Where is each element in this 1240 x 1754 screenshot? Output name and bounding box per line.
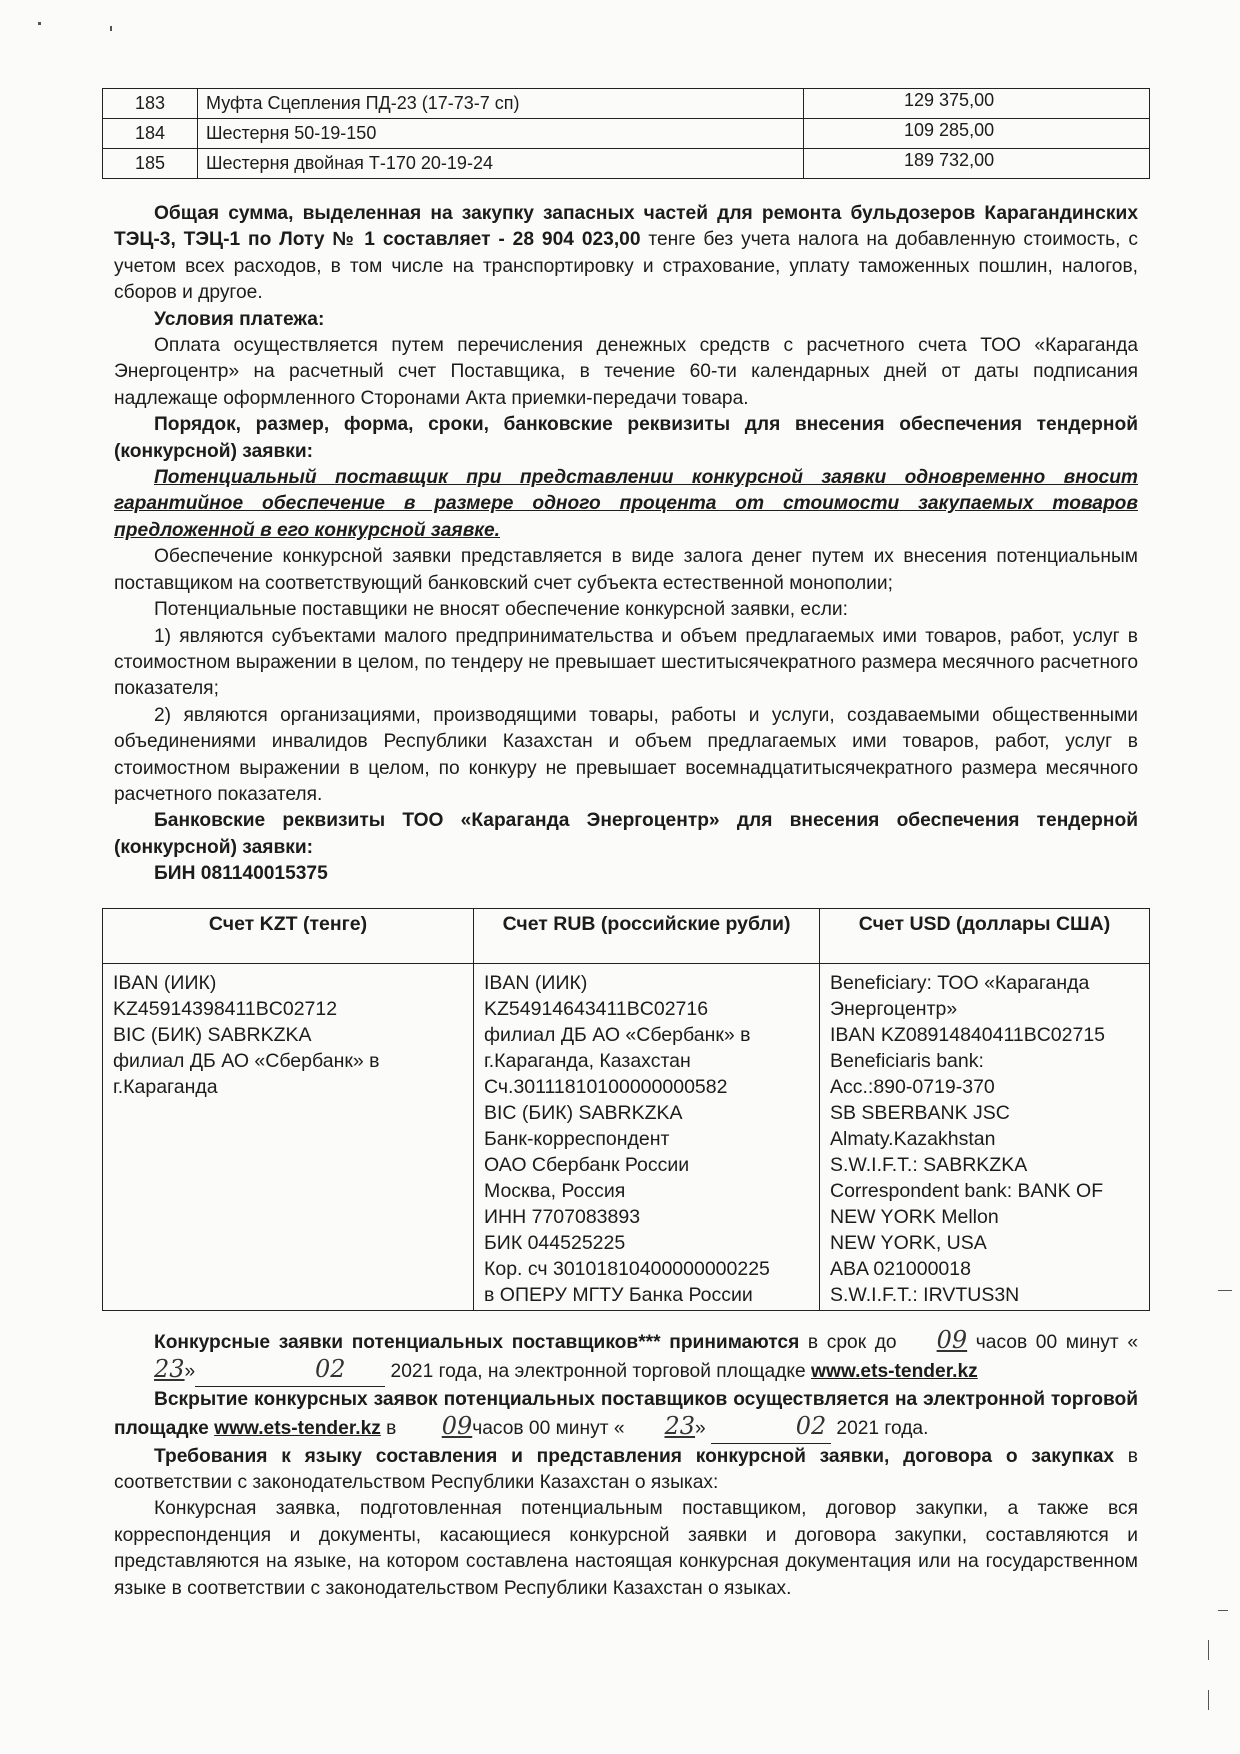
table-row [103,89,1150,119]
opening-month-field [711,1413,831,1443]
table-row [103,964,1150,1311]
opening-day-handwritten: 23 [664,1412,696,1441]
deadline-site-link[interactable]: www.ets-tender.kz [811,1361,978,1383]
usd-line: SB SBERBANK JSC [830,1102,1010,1124]
bin-number: БИН 081140015375 [154,863,328,885]
rub-line: Кор. сч 30101810400000000225 [484,1258,770,1280]
usd-line: Beneficiary: ТОО «Караганда [830,972,1090,994]
security-emphasis: Потенциальный поставщик при представлении конкурсной заявки одновременно вносит гарантийное обеспечение в размере одного процента от стоимости закупаемых товаров предложенной в его конкурсной заявке. [114,467,1138,541]
opening-month-handwritten: 02 [795,1412,827,1441]
item-price: 189 732,00 [804,149,1150,179]
deadline-day-handwritten: 23 [154,1355,185,1384]
usd-line: Beneficiaris bank: [830,1050,984,1072]
language-text: Конкурсная заявка, подготовленная потенциальным поставщиком, договор закупки, а также вся корреспонденция и документы, касающиеся конкурсной заявки и договора закупки, составляются и представляются на языке, на котором составлена настоящая конкурсная документация или на государственном языке в соответствии с законодательством Республики Казахстан о языках. [114,1498,1138,1599]
item-name: Шестерня двойная Т-170 20-19-24 [198,149,804,179]
rub-line: филиал ДБ АО «Сбербанк» в [484,1024,751,1046]
deadline-text: часов 00 минут « [967,1332,1138,1353]
items-table [102,88,1150,179]
language-rest: в соответствии с законодательством Республики Казахстан о языках: [114,1445,1138,1494]
language-paragraph [114,1444,1138,1497]
usd-details [820,964,1150,1311]
table-row [103,119,1150,149]
deadline-bold-2: принимаются [660,1332,800,1353]
deadline-paragraph [114,1327,1138,1387]
kzt-details [103,964,474,1311]
item-name: Муфта Сцепления ПД-23 (17-73-7 сп) [198,89,804,119]
opening-text: 2021 года. [831,1418,929,1440]
security-paragraph: 2) являются организациями, производящими товары, работы и услуги, создаваемыми общественными объединениями инвалидов Республики Казахстан и объем предлагаемых ими товаров, работ, услуг в стоимостном выражении в целом, по конкуру не превышает восемнадцатитысячекратного размера месячного расчетного показателя. [114,704,1138,805]
table-row [103,149,1150,179]
deadline-bold: Конкурсные заявки потенциальных поставщиков*** [154,1332,661,1353]
kzt-line: KZ45914398411BC02712 [113,998,338,1020]
usd-line: NEW YORK, USA [830,1232,987,1254]
scan-mark [38,22,41,25]
rub-line: KZ54914643411BC02716 [484,998,709,1020]
rub-line: г.Караганда, Казахстан [484,1050,691,1072]
usd-line: S.W.I.F.T.: SABRKZKA [830,1154,1028,1176]
column-header-kzt: Счет KZT (тенге) [103,909,474,964]
table-header-row [103,909,1150,964]
kzt-line: BIC (БИК) SABRKZKA [113,1024,312,1046]
security-paragraph: 1) являются субъектами малого предпринимательства и объем предлагаемых ими товаров, работ, услуг в стоимостном выражении в целом, по тендеру не превышает шеститысячекратного размера месячного расчетного показателя; [114,625,1138,700]
column-header-usd: Счет USD (доллары США) [820,909,1150,964]
total-rest-text: тенге без учета налога на добавленную стоимость, с учетом всех расходов, в том числе на транспортировку и страхование, уплату таможенных пошлин, налогов, сборов и другое. [114,229,1138,304]
deadline-text: 2021 года, на электронной торговой площадке [385,1361,812,1383]
usd-line: Энергоцентр» [830,998,958,1020]
scan-mark [1208,1640,1209,1660]
opening-bold: Вскрытие конкурсных заявок потенциальных поставщиков осуществляется на электронной торговой площадке [114,1388,1138,1440]
item-number: 183 [103,89,198,119]
item-price: 129 375,00 [804,89,1150,119]
opening-hour-handwritten: 09 [441,1412,473,1441]
kzt-line: филиал ДБ АО «Сбербанк» в [113,1050,380,1072]
deadline-text: » [184,1361,196,1383]
deadline-hour-handwritten: 09 [936,1326,968,1354]
usd-line: Almaty.Kazakhstan [830,1128,996,1150]
item-price: 109 285,00 [804,119,1150,149]
rub-line: ОАО Сбербанк России [484,1154,690,1176]
payment-heading: Условия платежа: [154,308,325,330]
rub-line: БИК 044525225 [484,1232,626,1254]
scan-mark [110,26,112,31]
usd-line: S.W.I.F.T.: IRVTUS3N [830,1284,1020,1306]
usd-line: ABA 021000018 [830,1258,971,1280]
opening-site-link[interactable]: www.ets-tender.kz [214,1418,381,1440]
deadline-month-field [195,1356,385,1386]
security-paragraph: Обеспечение конкурсной заявки представляется в виде залога денег путем их внесения потенциальным поставщиком на соответствующий банковский счет субъекта естественной монополии; [114,546,1138,594]
payment-text: Оплата осуществляется путем перечисления денежных средств с расчетного счета ТОО «Караганда Энергоцентр» на расчетный счет Поставщика, в течение 60-ти календарных дней от даты подписания надлежаще оформленного Сторонами Акта приемки-передачи товара. [114,335,1138,409]
rub-line: BIC (БИК) SABRKZKA [484,1102,683,1124]
deadline-text: в срок до [799,1332,897,1353]
item-number: 184 [103,119,198,149]
language-heading: Требования к языку составления и представления конкурсной заявки, договора о закупках [154,1445,1115,1467]
usd-line: Acc.:890-0719-370 [830,1076,995,1098]
rub-line: в ОПЕРУ МГТУ Банка России [484,1284,753,1306]
item-name: Шестерня 50-19-150 [198,119,804,149]
item-number: 185 [103,149,198,179]
bank-details-table [102,908,1150,1311]
opening-text: в [380,1418,402,1440]
rub-line: IBAN (ИИК) [484,972,588,994]
rub-line: Москва, Россия [484,1180,626,1202]
total-amount-text: Общая сумма, выделенная на закупку запасных частей для ремонта бульдозеров Карагандинских ТЭЦ-3, ТЭЦ-1 по Лоту № 1 составляет - 28 904 023,00 [114,203,1138,251]
scan-mark [1208,1690,1209,1710]
rub-details [474,964,820,1311]
main-text [114,201,1138,888]
usd-line: Correspondent bank: BANK OF [830,1180,1104,1202]
security-heading: Порядок, размер, форма, сроки, банковские реквизиты для внесения обеспечения тендерной (конкурсной) заявки: [114,414,1138,462]
opening-text: » [695,1418,712,1440]
kzt-line: IBAN (ИИК) [113,972,217,994]
kzt-line: г.Караганда [113,1076,218,1098]
column-header-rub: Счет RUB (российские рубли) [474,909,820,964]
total-paragraph [114,201,1138,307]
security-paragraph: Потенциальные поставщики не вносят обеспечение конкурсной заявки, если: [154,599,848,621]
rub-line: ИНН 7707083893 [484,1206,641,1228]
usd-line: IBAN KZ08914840411BC02715 [830,1024,1106,1046]
scan-mark [1218,1290,1232,1291]
scan-mark [1218,1610,1228,1611]
opening-paragraph [114,1387,1138,1444]
bank-heading: Банковские реквизиты ТОО «Караганда Энергоцентр» для внесения обеспечения тендерной (конкурсной) заявки: [114,810,1138,858]
usd-line: NEW YORK Mellon [830,1206,999,1228]
rub-line: Банк-корреспондент [484,1128,670,1150]
closing-text [114,1327,1138,1602]
rub-line: Сч.30111810100000000582 [484,1076,728,1098]
opening-text: часов 00 минут « [472,1418,625,1440]
deadline-month-handwritten: 02 [314,1355,346,1384]
